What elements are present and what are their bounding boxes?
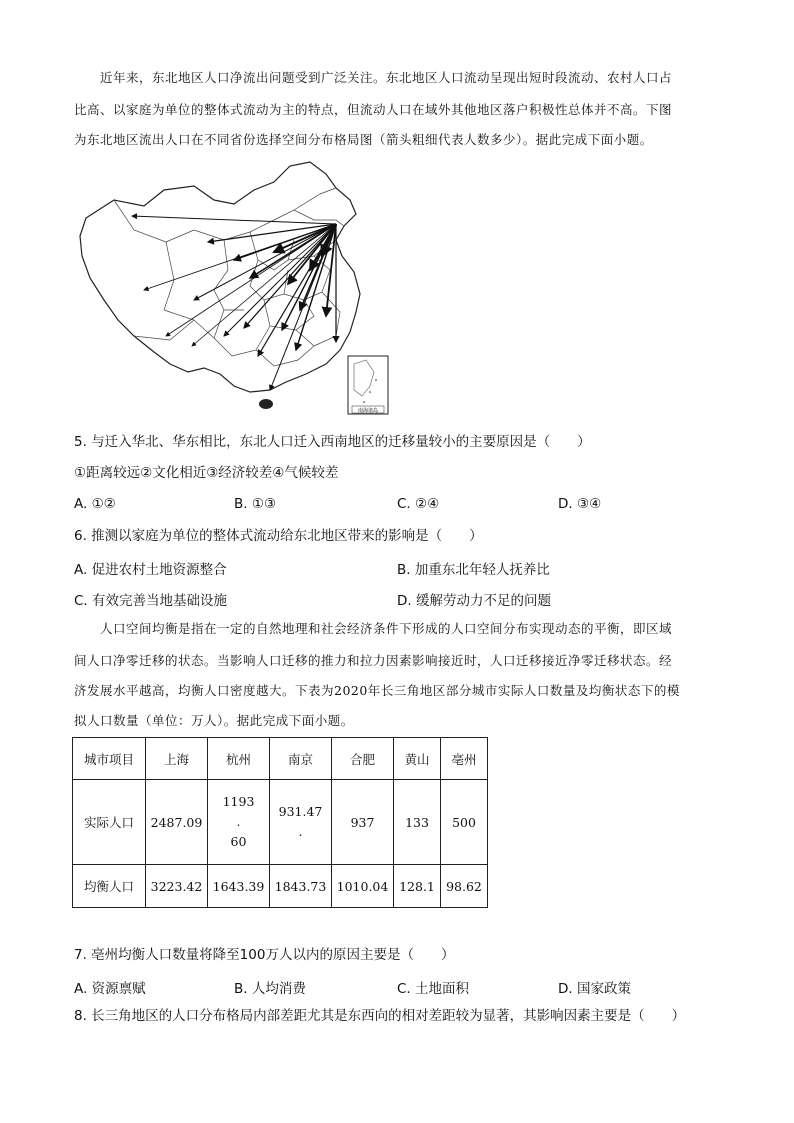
table-cell: 1643.39 (208, 865, 270, 908)
q6-option-a[interactable]: A. 促进农村土地资源整合 (74, 562, 227, 578)
header-cell: 杭州 (208, 738, 270, 780)
south-china-sea-inset (348, 356, 388, 414)
population-table (72, 737, 488, 908)
table-row (73, 865, 488, 908)
q6-option-d[interactable]: D. 缓解劳动力不足的问题 (397, 593, 551, 609)
row-label: 均衡人口 (73, 865, 146, 908)
header-cell: 黄山 (394, 738, 441, 780)
row-label: 实际人口 (73, 780, 146, 865)
china-migration-map (74, 160, 396, 418)
q6-stem: 6. 推测以家庭为单位的整体式流动给东北地区带来的影响是（ ） (74, 528, 483, 544)
q5-option-a[interactable]: A. ①② (74, 496, 116, 512)
intro2-line2: 间人口净零迁移的状态。当影响人口迁移的推力和拉力因素影响接近时，人口迁移接近净零迁移状态。经 (74, 653, 673, 668)
q5-option-d[interactable]: D. ③④ (558, 496, 602, 512)
q7-option-c[interactable]: C. 土地面积 (397, 981, 470, 997)
table-cell: 937 (332, 780, 394, 865)
q7-option-a[interactable]: A. 资源禀赋 (74, 981, 146, 997)
intro1-line1: 近年来，东北地区人口净流出问题受到广泛关注。东北地区人口流动呈现出短时段流动、农村人口占 (100, 70, 673, 85)
hainan-island (259, 399, 273, 409)
table-cell: 500 (441, 780, 488, 865)
china-outline (80, 162, 360, 392)
migration-arrows (132, 216, 336, 390)
q5-stem: 5. 与迁入华北、华东相比，东北人口迁入西南地区的迁移量较小的主要原因是（ ） (74, 434, 591, 450)
header-cell: 南京 (270, 738, 332, 780)
intro2-line4: 拟人口数量（单位：万人）。据此完成下面小题。 (74, 713, 354, 728)
table-cell (208, 780, 270, 865)
header-cell: 城市项目 (73, 738, 146, 780)
cell-part: . (298, 824, 303, 839)
header-cell: 亳州 (441, 738, 488, 780)
intro2-line1: 人口空间均衡是指在一定的自然地理和社会经济条件下形成的人口空间分布实现动态的平衡，即区域 (100, 621, 673, 636)
table-cell: 98.62 (441, 865, 488, 908)
table-cell: 2487.09 (146, 780, 208, 865)
header-cell: 上海 (146, 738, 208, 780)
q7-stem: 7. 亳州均衡人口数量将降至100万人以内的原因主要是（ ） (74, 947, 455, 963)
intro2-line3: 济发展水平越高，均衡人口密度越大。下表为2020年长三角地区部分城市实际人口数量及均衡状态下的模 (74, 683, 680, 698)
q5-factors: ①距离较远②文化相近③经济较差④气候较差 (74, 465, 339, 481)
q7-option-d[interactable]: D. 国家政策 (558, 981, 631, 997)
q8-stem: 8. 长三角地区的人口分布格局内部差距尤其是东西向的相对差距较为显著，其影响因素主要是（ ） (74, 1008, 686, 1024)
table-cell: 133 (394, 780, 441, 865)
cell-part: 1193 (222, 794, 255, 809)
table-cell: 1843.73 (270, 865, 332, 908)
table-cell: 3223.42 (146, 865, 208, 908)
q6-option-b[interactable]: B. 加重东北年轻人抚养比 (397, 562, 550, 578)
table-cell: 1010.04 (332, 865, 394, 908)
table-cell: 128.1 (394, 865, 441, 908)
q6-option-c[interactable]: C. 有效完善当地基础设施 (74, 593, 228, 609)
q5-option-b[interactable]: B. ①③ (234, 496, 277, 512)
cell-part: . (236, 814, 241, 829)
q5-option-c[interactable]: C. ②④ (397, 496, 440, 512)
table-row (73, 780, 488, 865)
inset-label: 南海诸岛 (357, 408, 379, 414)
q7-option-b[interactable]: B. 人均消费 (234, 981, 306, 997)
table-header-row (73, 738, 488, 780)
table-cell (270, 780, 332, 865)
header-cell: 合肥 (332, 738, 394, 780)
cell-part: 931.47 (278, 804, 323, 819)
cell-part: 60 (230, 834, 247, 849)
intro1-line3: 为东北地区流出人口在不同省份选择空间分布格局图（箭头粗细代表人数多少）。据此完成下面小题。 (74, 132, 653, 147)
intro1-line2: 比高、以家庭为单位的整体式流动为主的特点，但流动人口在域外其他地区落户积极性总体并不高。下图 (74, 102, 673, 117)
